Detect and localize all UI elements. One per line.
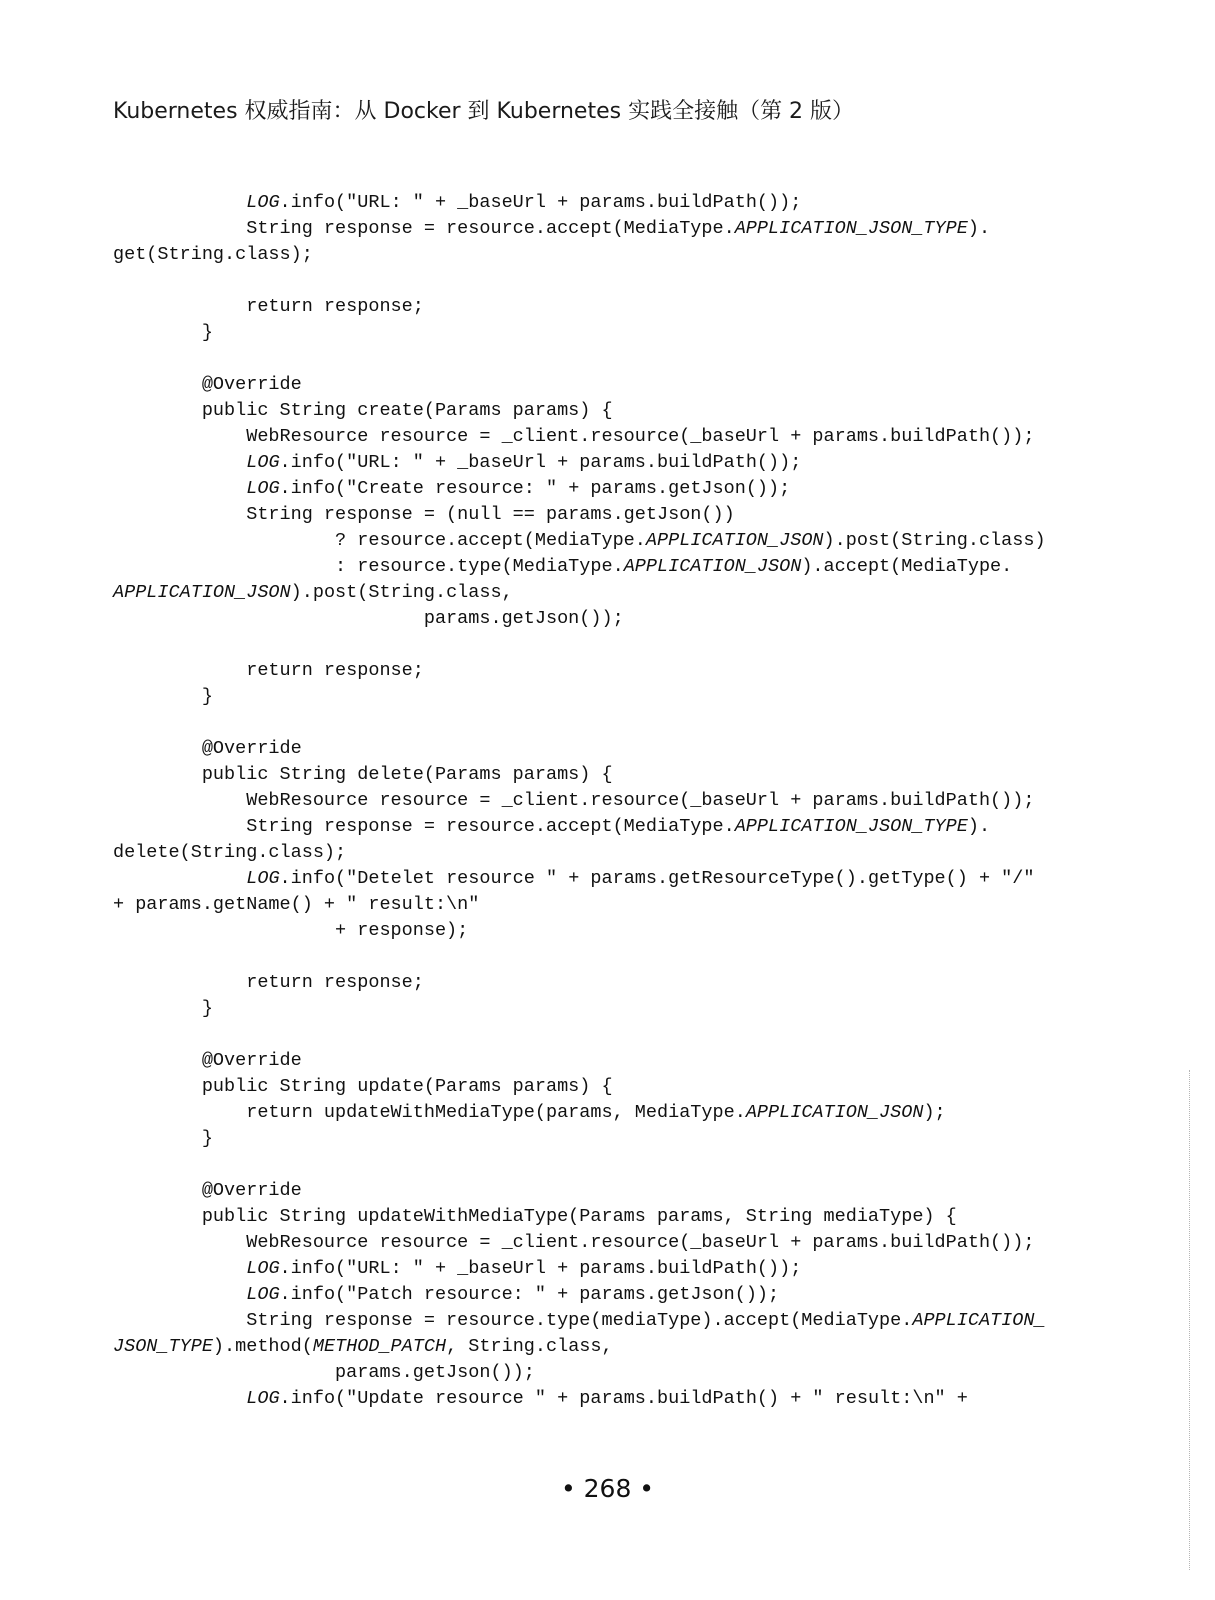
code-line <box>113 294 1093 320</box>
code-text: @Override <box>113 738 302 759</box>
code-line <box>113 996 1093 1022</box>
code-line <box>113 814 1093 840</box>
code-text <box>113 452 246 473</box>
code-line <box>113 866 1093 892</box>
code-line <box>113 632 1093 658</box>
code-line <box>113 424 1093 450</box>
code-text: @Override <box>113 374 302 395</box>
code-line <box>113 398 1093 424</box>
code-text: WebResource resource = _client.resource(_baseUrl + params.buildPath()); <box>113 1232 1035 1253</box>
code-text <box>113 868 246 889</box>
code-constant: LOG <box>246 1284 280 1305</box>
code-text <box>113 1258 246 1279</box>
code-text: + params.getName() + " result:\n" <box>113 894 480 915</box>
code-text: public String update(Params params) { <box>113 1076 613 1097</box>
code-text <box>113 1388 246 1409</box>
code-line <box>113 658 1093 684</box>
code-constant: LOG <box>246 868 280 889</box>
code-line <box>113 736 1093 762</box>
code-text: .info("Create resource: " + params.getJson()); <box>279 478 791 499</box>
running-header: Kubernetes 权威指南：从 Docker 到 Kubernetes 实践全接触（第 2 版） <box>113 99 855 124</box>
code-text: } <box>113 686 213 707</box>
code-text: } <box>113 998 213 1019</box>
scan-edge-mark <box>1189 1070 1190 1570</box>
code-constant: APPLICATION_JSON <box>745 1102 924 1123</box>
code-line <box>113 216 1093 242</box>
code-text <box>113 1284 246 1305</box>
code-line <box>113 372 1093 398</box>
code-line <box>113 1386 1093 1412</box>
code-line <box>113 1022 1093 1048</box>
code-line <box>113 190 1093 216</box>
code-constant: METHOD_PATCH <box>312 1336 447 1357</box>
code-line <box>113 684 1093 710</box>
code-text: : resource.type(MediaType. <box>113 556 624 577</box>
code-text: ). <box>967 218 991 239</box>
code-text: get(String.class); <box>113 244 313 265</box>
code-text: params.getJson()); <box>113 608 624 629</box>
code-line <box>113 1334 1093 1360</box>
code-text: return response; <box>113 972 424 993</box>
code-text: public String create(Params params) { <box>113 400 613 421</box>
code-line <box>113 580 1093 606</box>
code-text: public String delete(Params params) { <box>113 764 613 785</box>
code-line <box>113 1152 1093 1178</box>
code-constant: LOG <box>246 1258 280 1279</box>
code-constant: APPLICATION_JSON <box>645 530 824 551</box>
code-line <box>113 788 1093 814</box>
code-constant: LOG <box>246 478 280 499</box>
code-line <box>113 1100 1093 1126</box>
code-constant: JSON_TYPE <box>113 1336 213 1357</box>
code-text <box>113 478 246 499</box>
code-text <box>113 192 246 213</box>
code-line <box>113 476 1093 502</box>
code-line <box>113 502 1093 528</box>
code-constant: APPLICATION_JSON <box>113 582 291 603</box>
code-text: ? resource.accept(MediaType. <box>113 530 646 551</box>
code-line <box>113 346 1093 372</box>
code-line <box>113 840 1093 866</box>
code-text: ).method( <box>212 1336 313 1357</box>
code-text: delete(String.class); <box>113 842 347 863</box>
code-text: } <box>113 1128 213 1149</box>
code-line <box>113 450 1093 476</box>
code-text: String response = resource.type(mediaType).accept(MediaType. <box>113 1310 913 1331</box>
code-line <box>113 320 1093 346</box>
page-number: • 268 • <box>560 1474 655 1503</box>
code-text: String response = resource.accept(MediaType. <box>113 816 735 837</box>
code-text: WebResource resource = _client.resource(_baseUrl + params.buildPath()); <box>113 790 1035 811</box>
code-text: .info("Detelet resource " + params.getResourceType().getType() + "/" <box>279 868 1035 889</box>
code-text: } <box>113 322 213 343</box>
code-line <box>113 1230 1093 1256</box>
code-text: @Override <box>113 1050 302 1071</box>
code-text: String response = resource.accept(MediaType. <box>113 218 735 239</box>
code-text: .info("URL: " + _baseUrl + params.buildPath()); <box>279 452 802 473</box>
code-line <box>113 892 1093 918</box>
code-line <box>113 762 1093 788</box>
code-text: + response); <box>113 920 469 941</box>
code-text: public String updateWithMediaType(Params params, String mediaType) { <box>113 1206 957 1227</box>
code-text: .info("Patch resource: " + params.getJson()); <box>279 1284 780 1305</box>
code-line <box>113 1256 1093 1282</box>
code-line <box>113 554 1093 580</box>
code-text: ).post(String.class, <box>290 582 513 603</box>
code-line <box>113 528 1093 554</box>
code-constant: LOG <box>246 1388 280 1409</box>
code-constant: APPLICATION_JSON_TYPE <box>734 816 968 837</box>
code-line <box>113 970 1093 996</box>
code-text: .info("URL: " + _baseUrl + params.buildPath()); <box>279 1258 802 1279</box>
code-line <box>113 606 1093 632</box>
code-text: ).accept(MediaType. <box>801 556 1013 577</box>
code-text: return response; <box>113 660 424 681</box>
code-text: return updateWithMediaType(params, MediaType. <box>113 1102 746 1123</box>
code-line <box>113 1178 1093 1204</box>
code-line <box>113 1282 1093 1308</box>
code-line <box>113 268 1093 294</box>
code-constant: APPLICATION_JSON <box>623 556 802 577</box>
code-text: ). <box>967 816 991 837</box>
code-text: return response; <box>113 296 424 317</box>
code-line <box>113 1308 1093 1334</box>
code-text: String response = (null == params.getJson()) <box>113 504 735 525</box>
code-line <box>113 1048 1093 1074</box>
code-line <box>113 710 1093 736</box>
code-line <box>113 1360 1093 1386</box>
code-text: .info("URL: " + _baseUrl + params.buildPath()); <box>279 192 802 213</box>
code-text: ).post(String.class) <box>823 530 1046 551</box>
code-text: ); <box>923 1102 946 1123</box>
code-text: , String.class, <box>446 1336 613 1357</box>
code-text: params.getJson()); <box>113 1362 535 1383</box>
code-line <box>113 1126 1093 1152</box>
code-constant: APPLICATION_ <box>912 1310 1046 1331</box>
code-constant: APPLICATION_JSON_TYPE <box>734 218 968 239</box>
code-constant: LOG <box>246 192 280 213</box>
code-constant: LOG <box>246 452 280 473</box>
code-line <box>113 944 1093 970</box>
code-line <box>113 1074 1093 1100</box>
code-listing <box>113 190 1093 1412</box>
code-line <box>113 918 1093 944</box>
code-line <box>113 242 1093 268</box>
code-text: .info("Update resource " + params.buildPath() + " result:\n" + <box>279 1388 968 1409</box>
code-text: WebResource resource = _client.resource(_baseUrl + params.buildPath()); <box>113 426 1035 447</box>
code-line <box>113 1204 1093 1230</box>
code-text: @Override <box>113 1180 302 1201</box>
